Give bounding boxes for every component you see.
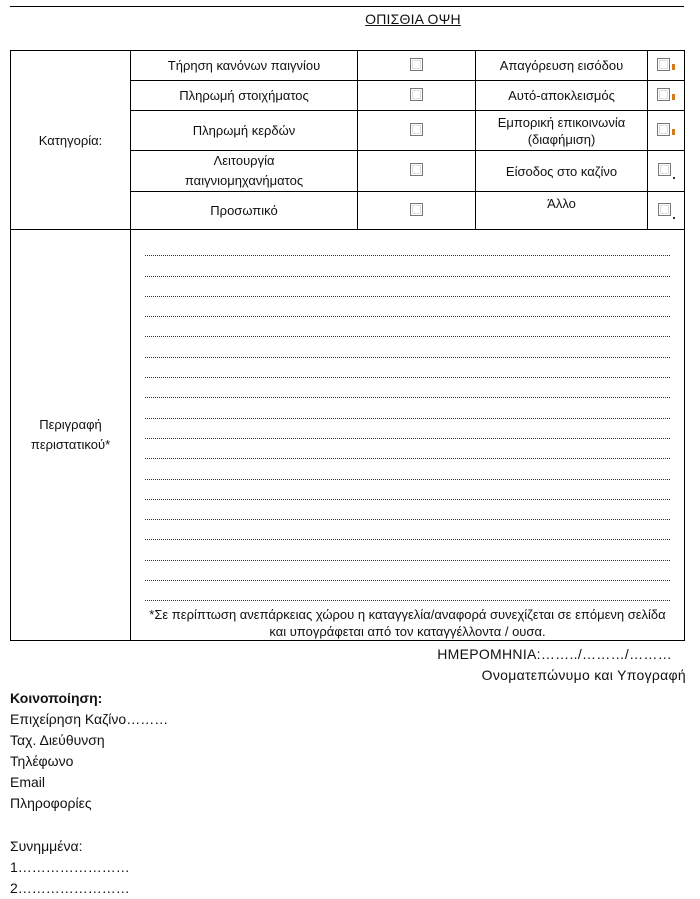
attachment-item: 1…………………… [10, 859, 130, 875]
category-option-label: Εμπορική επικοινωνία (διαφήμιση) [476, 111, 648, 151]
category-label: Κατηγορία: [11, 51, 131, 230]
checkbox-edge-mark [672, 94, 675, 100]
category-option-label: Άλλο [476, 192, 648, 230]
checkbox-edge-mark [673, 217, 675, 219]
checkbox-edge-mark [672, 129, 675, 135]
category-checkbox[interactable] [657, 123, 670, 136]
notification-item: Email [10, 774, 46, 790]
attachments-block [10, 836, 130, 899]
attachment-item: 2…………………… [10, 880, 130, 896]
notification-block [10, 688, 168, 814]
category-checkbox[interactable] [410, 123, 423, 136]
attachments-heading: Συνημμένα: [10, 838, 83, 854]
category-checkbox[interactable] [657, 58, 670, 71]
dotted-writing-line[interactable] [145, 398, 670, 418]
complaint-form-table [10, 50, 685, 641]
dotted-writing-line[interactable] [145, 520, 670, 540]
dotted-writing-line[interactable] [145, 561, 670, 581]
category-option-label: Είσοδος στο καζίνο [476, 151, 648, 192]
category-option-label: Πληρωμή στοιχήματος [131, 81, 358, 111]
category-option-label: Προσωπικό [131, 192, 358, 230]
dotted-writing-line[interactable] [145, 480, 670, 500]
dotted-writing-line[interactable] [145, 358, 670, 378]
category-checkbox[interactable] [658, 163, 671, 176]
dotted-writing-line[interactable] [145, 317, 670, 337]
checkbox-edge-mark [673, 177, 675, 179]
dotted-writing-line[interactable] [145, 419, 670, 439]
dotted-writing-line[interactable] [145, 378, 670, 398]
category-option-label: Πληρωμή κερδών [131, 111, 358, 151]
notification-item: Πληροφορίες [10, 795, 92, 811]
category-option-label: Αυτό-αποκλεισμός [476, 81, 648, 111]
category-option-label: Τήρηση κανόνων παιγνίου [131, 51, 358, 81]
dotted-writing-line[interactable] [145, 439, 670, 459]
dotted-writing-line[interactable] [145, 337, 670, 357]
signature-label: Ονοματεπώνυμο και Υπογραφή [481, 667, 686, 683]
category-checkbox[interactable] [410, 203, 423, 216]
date-field[interactable]: ΗΜΕΡΟΜΗΝΙΑ:……../………/……… [437, 646, 672, 662]
category-checkbox[interactable] [658, 203, 671, 216]
dotted-writing-line[interactable] [145, 540, 670, 560]
category-option-label: Λειτουργία παιγνιομηχανήματος [131, 151, 358, 192]
category-checkbox[interactable] [410, 163, 423, 176]
checkbox-edge-mark [672, 64, 675, 70]
notification-item: Τηλέφωνο [10, 753, 74, 769]
notification-item: Επιχείρηση Καζίνο……… [10, 711, 169, 727]
category-checkbox[interactable] [410, 58, 423, 71]
dotted-writing-line[interactable] [145, 297, 670, 317]
category-option-label: Απαγόρευση εισόδου [476, 51, 648, 81]
description-area[interactable] [131, 230, 685, 641]
category-checkbox[interactable] [410, 88, 423, 101]
dotted-writing-line[interactable] [145, 236, 670, 256]
dotted-writing-line[interactable] [145, 459, 670, 479]
dotted-writing-line[interactable] [145, 500, 670, 520]
notification-heading: Κοινοποίηση: [10, 690, 103, 706]
notification-item: Ταχ. Διεύθυνση [10, 732, 105, 748]
dotted-writing-line[interactable] [145, 581, 670, 601]
category-checkbox[interactable] [657, 88, 670, 101]
dotted-writing-line[interactable] [145, 277, 670, 297]
description-note: *Σε περίπτωση ανεπάρκειας χώρου η καταγγελία/αναφορά συνεχίζεται σε επόμενη σελίδα και υπογράφεται από τον καταγγέλλοντα / ουσα. [149, 607, 666, 640]
page-title: ΟΠΙΣΘΙΑ ΟΨΗ [365, 11, 461, 27]
top-rule [10, 6, 684, 7]
description-lines[interactable] [145, 236, 670, 601]
description-label: Περιγραφή περιστατικού* [11, 230, 131, 641]
dotted-writing-line[interactable] [145, 256, 670, 276]
